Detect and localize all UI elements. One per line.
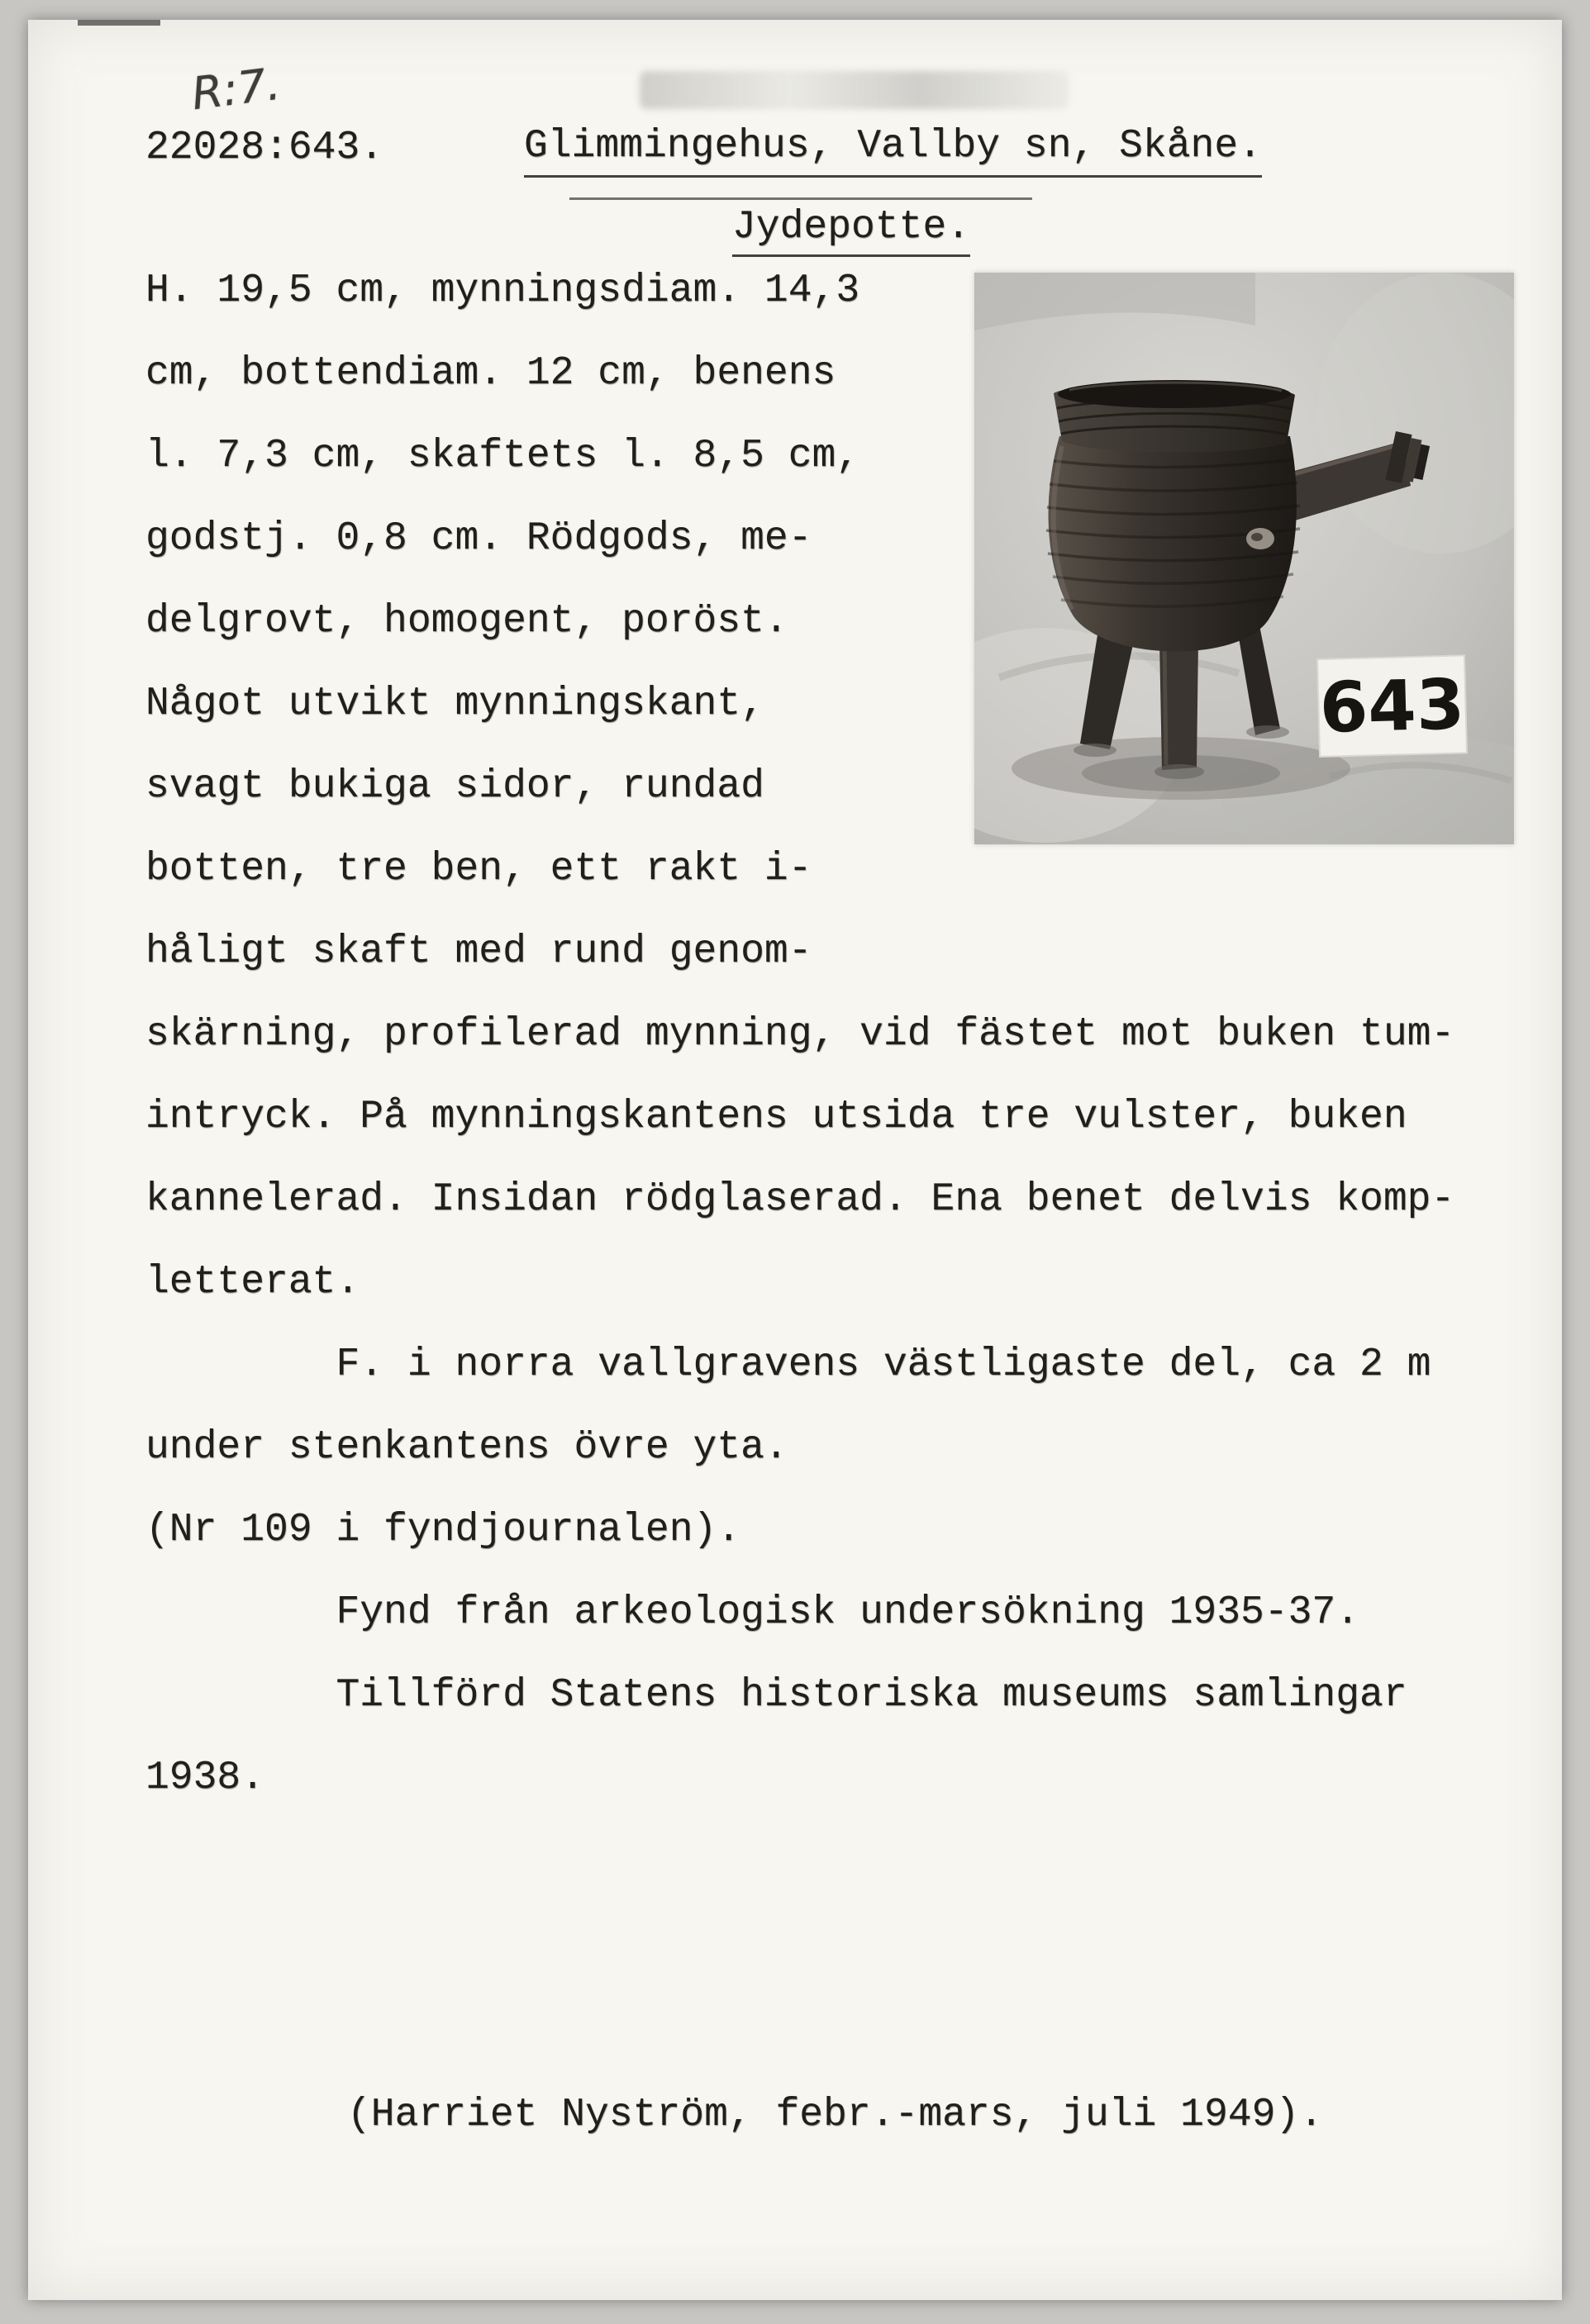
photo-number-label	[1317, 655, 1467, 757]
photo-label-text: 643	[1318, 663, 1466, 749]
heading-location: Glimmingehus, Vallby sn, Skåne.	[524, 124, 1262, 178]
body-line: H. 19,5 cm, mynningsdiam. 14,3	[145, 269, 860, 313]
body-line: håligt skaft med rund genom-	[145, 929, 812, 974]
body-line: l. 7,3 cm, skaftets l. 8,5 cm,	[145, 434, 860, 478]
signature-line: (Harriet Nyström, febr.-mars, juli 1949).	[347, 2093, 1323, 2137]
body-line: godstj. 0,8 cm. Rödgods, me-	[145, 516, 812, 561]
handwritten-mark: R:7.	[188, 57, 283, 121]
heading-object-type: Jydepotte.	[732, 205, 970, 257]
body-line: delgrovt, homogent, poröst.	[145, 599, 788, 644]
body-line: intryck. På mynningskantens utsida tre vulster, buken	[145, 1095, 1407, 1139]
body-line: Fynd från arkeologisk undersökning 1935-37.	[145, 1590, 1360, 1635]
body-line: 1938.	[145, 1756, 265, 1800]
erased-text-smudge	[640, 71, 1069, 109]
artifact-photo	[974, 273, 1514, 844]
body-line: Tillförd Statens historiska museums samlingar	[145, 1673, 1407, 1718]
body-line: skärning, profilerad mynning, vid fästet mot buken tum-	[145, 1012, 1455, 1057]
body-line: (Nr 109 i fyndjournalen).	[145, 1508, 741, 1552]
index-card	[28, 20, 1562, 2300]
body-line: kannelerad. Insidan rödglaserad. Ena benet delvis komp-	[145, 1177, 1455, 1222]
body-line: letterat.	[145, 1260, 360, 1305]
body-line: F. i norra vallgravens västligaste del, ca 2 m	[145, 1343, 1431, 1387]
body-line: cm, bottendiam. 12 cm, benens	[145, 351, 836, 396]
body-line: svagt bukiga sidor, rundad	[145, 764, 764, 809]
catalog-number: 22028:643.	[145, 126, 384, 170]
double-underline-artifact	[569, 197, 1032, 200]
body-line: Något utvikt mynningskant,	[145, 682, 764, 726]
jydepotte-pot-illustration	[974, 273, 1514, 844]
scan-edge-artifact	[78, 20, 160, 26]
body-line: botten, tre ben, ett rakt i-	[145, 847, 812, 891]
body-line: under stenkantens övre yta.	[145, 1425, 788, 1470]
